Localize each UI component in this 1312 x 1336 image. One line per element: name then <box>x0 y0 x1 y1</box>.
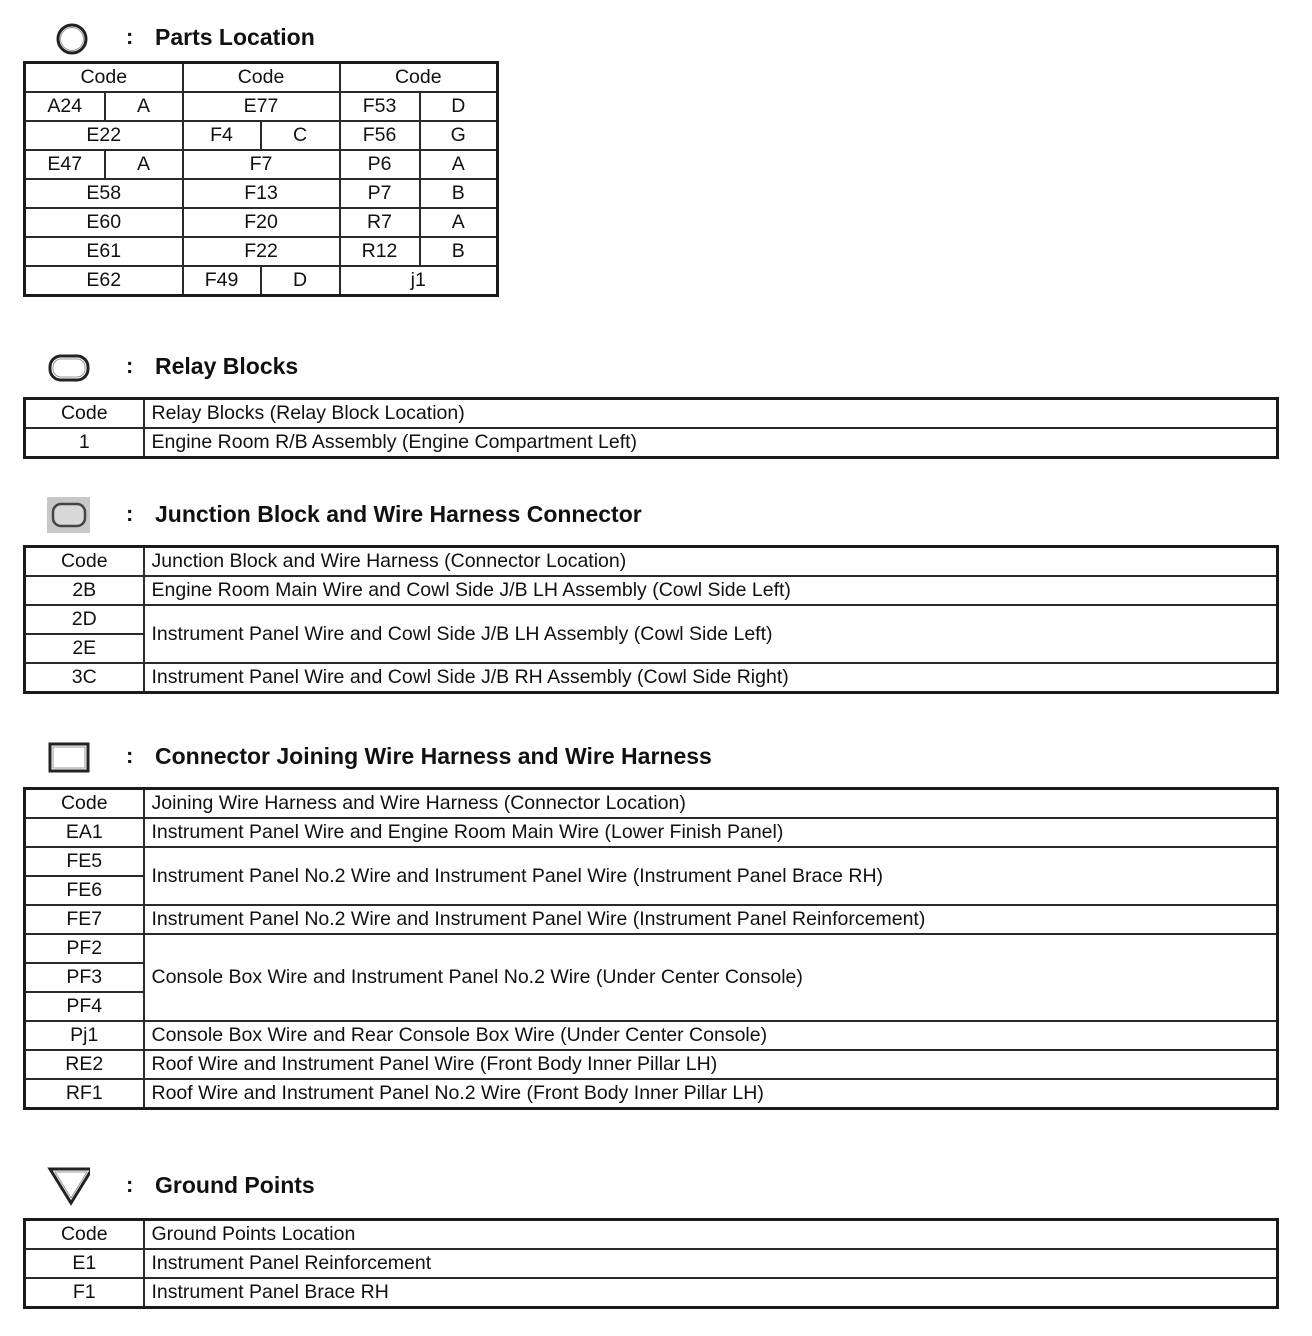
table-row <box>25 1021 1278 1050</box>
table-row <box>25 237 498 266</box>
code-cell: F1 <box>25 1278 144 1308</box>
code-cell: E62 <box>25 266 183 296</box>
column-header-desc: Ground Points Location <box>144 1220 1278 1250</box>
code-cell: j1 <box>340 266 498 296</box>
code-cell: PF4 <box>25 992 144 1021</box>
code-cell: E1 <box>25 1249 144 1278</box>
desc-cell: Instrument Panel No.2 Wire and Instrument Panel Wire (Instrument Panel Reinforcement) <box>144 905 1278 934</box>
code-cell: FE6 <box>25 876 144 905</box>
header-colon: : <box>126 353 134 378</box>
code-cell: F56 <box>340 121 420 150</box>
code-cell: RE2 <box>25 1050 144 1079</box>
code-cell: 2E <box>25 634 144 663</box>
circle-icon <box>46 20 90 56</box>
square-connector-icon <box>46 739 90 775</box>
code-cell: A24 <box>25 92 105 121</box>
code-cell: 2D <box>25 605 144 634</box>
code-cell: E58 <box>25 179 183 208</box>
code-cell: 3C <box>25 663 144 693</box>
header-colon: : <box>126 24 134 49</box>
table-row <box>25 266 498 296</box>
code-cell: FE5 <box>25 847 144 876</box>
code-cell: B <box>420 237 498 266</box>
table-row <box>25 847 1278 876</box>
column-header: Code <box>25 63 183 93</box>
code-cell: A <box>420 208 498 237</box>
code-cell: E47 <box>25 150 105 179</box>
desc-cell: Instrument Panel Reinforcement <box>144 1249 1278 1278</box>
table-row <box>25 605 1278 634</box>
code-cell: A <box>105 92 183 121</box>
header-colon: : <box>126 743 134 768</box>
table-row <box>25 1050 1278 1079</box>
section-title: Relay Blocks <box>155 353 299 379</box>
code-cell: R12 <box>340 237 420 266</box>
code-cell: 1 <box>25 428 144 458</box>
table-header-row <box>25 789 1278 819</box>
rounded-rect-icon <box>46 349 90 385</box>
table-row <box>25 208 498 237</box>
table-row <box>25 1278 1278 1308</box>
table-row <box>25 150 498 179</box>
table-row <box>25 179 498 208</box>
desc-cell: Instrument Panel Wire and Cowl Side J/B RH Assembly (Cowl Side Right) <box>144 663 1278 693</box>
desc-cell: Roof Wire and Instrument Panel Wire (Front Body Inner Pillar LH) <box>144 1050 1278 1079</box>
table-header-row <box>25 1220 1278 1250</box>
code-cell: P7 <box>340 179 420 208</box>
desc-cell: Console Box Wire and Rear Console Box Wire (Under Center Console) <box>144 1021 1278 1050</box>
column-header-code: Code <box>25 789 144 819</box>
code-cell: C <box>261 121 340 150</box>
code-cell: F53 <box>340 92 420 121</box>
section-title: Connector Joining Wire Harness and Wire Harness <box>155 743 712 769</box>
code-cell: F13 <box>183 179 340 208</box>
column-header-code: Code <box>25 1220 144 1250</box>
table-row <box>25 1079 1278 1109</box>
ground-points-table <box>23 1218 1279 1309</box>
desc-cell: Instrument Panel Wire and Engine Room Main Wire (Lower Finish Panel) <box>144 818 1278 847</box>
desc-cell: Instrument Panel No.2 Wire and Instrument Panel Wire (Instrument Panel Brace RH) <box>144 847 1278 905</box>
header-colon: : <box>126 501 134 526</box>
column-header: Code <box>183 63 340 93</box>
code-cell: P6 <box>340 150 420 179</box>
code-cell: F4 <box>183 121 261 150</box>
junction-block-table <box>23 545 1279 694</box>
code-cell: E22 <box>25 121 183 150</box>
desc-cell: Instrument Panel Wire and Cowl Side J/B LH Assembly (Cowl Side Left) <box>144 605 1278 663</box>
table-row <box>25 576 1278 605</box>
code-cell: E77 <box>183 92 340 121</box>
table-row <box>25 92 498 121</box>
connector-table <box>23 787 1279 1110</box>
code-cell: A <box>105 150 183 179</box>
table-header-row <box>25 399 1278 429</box>
code-cell: Pj1 <box>25 1021 144 1050</box>
desc-cell: Roof Wire and Instrument Panel No.2 Wire (Front Body Inner Pillar LH) <box>144 1079 1278 1109</box>
column-header-desc: Relay Blocks (Relay Block Location) <box>144 399 1278 429</box>
code-cell: D <box>420 92 498 121</box>
desc-cell: Engine Room R/B Assembly (Engine Compartment Left) <box>144 428 1278 458</box>
table-row <box>25 663 1278 693</box>
junction-block-icon <box>46 497 90 533</box>
table-row <box>25 428 1278 458</box>
code-cell: RF1 <box>25 1079 144 1109</box>
section-title: Parts Location <box>155 24 315 50</box>
table-row <box>25 934 1278 963</box>
column-header-desc: Joining Wire Harness and Wire Harness (Connector Location) <box>144 789 1278 819</box>
section-title: Junction Block and Wire Harness Connector <box>155 501 642 527</box>
code-cell: E61 <box>25 237 183 266</box>
desc-cell: Instrument Panel Brace RH <box>144 1278 1278 1308</box>
column-header-code: Code <box>25 547 144 577</box>
code-cell: EA1 <box>25 818 144 847</box>
code-cell: A <box>420 150 498 179</box>
code-cell: FE7 <box>25 905 144 934</box>
relay-blocks-table <box>23 397 1279 459</box>
table-row <box>25 121 498 150</box>
table-row <box>25 905 1278 934</box>
column-header-code: Code <box>25 399 144 429</box>
code-cell: F7 <box>183 150 340 179</box>
code-cell: 2B <box>25 576 144 605</box>
code-cell: F49 <box>183 266 261 296</box>
code-cell: R7 <box>340 208 420 237</box>
desc-cell: Console Box Wire and Instrument Panel No.2 Wire (Under Center Console) <box>144 934 1278 1021</box>
header-colon: : <box>126 1172 134 1197</box>
desc-cell: Engine Room Main Wire and Cowl Side J/B LH Assembly (Cowl Side Left) <box>144 576 1278 605</box>
code-cell: F22 <box>183 237 340 266</box>
column-header-desc: Junction Block and Wire Harness (Connector Location) <box>144 547 1278 577</box>
ground-triangle-icon <box>46 1166 90 1206</box>
column-header: Code <box>340 63 498 93</box>
parts-location-table <box>23 61 499 297</box>
code-cell: B <box>420 179 498 208</box>
section-title: Ground Points <box>155 1172 315 1198</box>
code-cell: D <box>261 266 340 296</box>
table-header-row <box>25 547 1278 577</box>
code-cell: PF3 <box>25 963 144 992</box>
code-cell: G <box>420 121 498 150</box>
table-header-row <box>25 63 498 93</box>
code-cell: E60 <box>25 208 183 237</box>
code-cell: F20 <box>183 208 340 237</box>
table-row <box>25 818 1278 847</box>
code-cell: PF2 <box>25 934 144 963</box>
table-row <box>25 1249 1278 1278</box>
